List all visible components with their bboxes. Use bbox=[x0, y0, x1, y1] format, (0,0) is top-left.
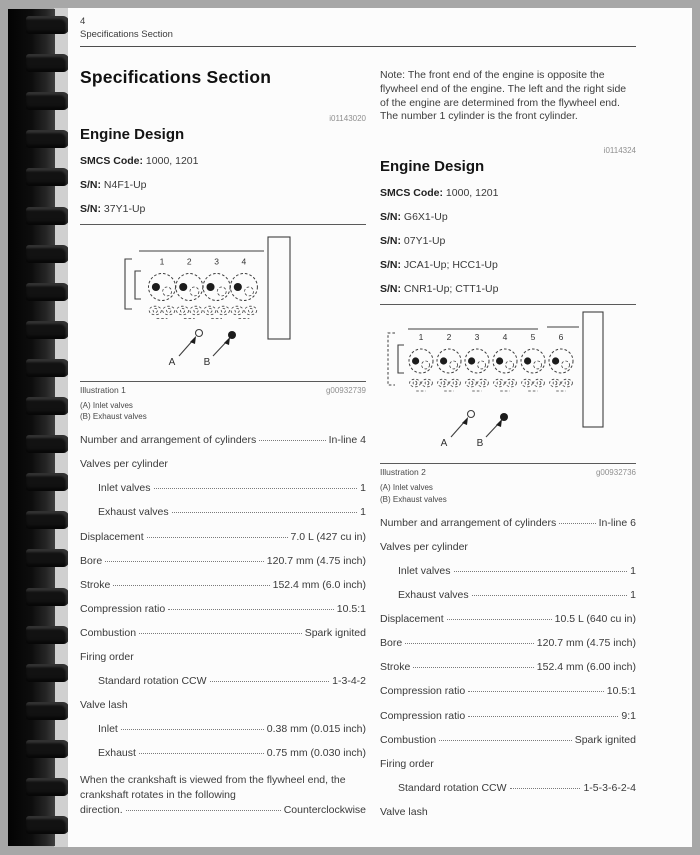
spec-row: Valves per cylinder bbox=[80, 458, 168, 471]
marker-a-label: A bbox=[440, 438, 448, 450]
crankshaft-rotation-row: direction. Counterclockwise bbox=[80, 803, 366, 816]
dot-leader bbox=[121, 729, 264, 730]
cylinder-row bbox=[149, 256, 258, 318]
dot-leader bbox=[154, 488, 358, 489]
inlet-valve-pointer bbox=[169, 329, 203, 368]
illustration-1-legend bbox=[80, 400, 366, 423]
binding-tooth bbox=[26, 511, 69, 529]
dot-leader bbox=[447, 619, 552, 620]
svg-text:4: 4 bbox=[502, 332, 508, 343]
front-end-note: Note: The front end of the engine is opposite the flywheel end of the engine. The left and the right side of the engine are determined from the flywheel end. The number 1 cylinder is the front cylinder. bbox=[380, 68, 627, 123]
binding-tooth bbox=[26, 359, 69, 377]
illustration-2 bbox=[380, 304, 636, 464]
illustration-2-legend bbox=[380, 482, 636, 505]
spec-row: Displacement 7.0 L (427 cu in) bbox=[80, 530, 366, 543]
header-rule bbox=[80, 46, 636, 47]
binding-tooth bbox=[26, 626, 69, 644]
binding-tooth bbox=[26, 54, 69, 72]
dot-leader bbox=[454, 571, 628, 572]
illustration-2-caption: Illustration 2 g00932736 bbox=[380, 467, 636, 478]
dot-leader bbox=[510, 788, 581, 789]
dot-leader bbox=[147, 537, 288, 538]
inlet-valve-pointer bbox=[441, 411, 475, 450]
doc-code-left: i01143020 bbox=[329, 113, 366, 123]
legend-line: (A) Inlet valves bbox=[380, 483, 433, 493]
legend-line: (A) Inlet valves bbox=[80, 400, 133, 410]
spec-row: Firing order bbox=[80, 650, 134, 663]
svg-text:3: 3 bbox=[474, 332, 480, 343]
left-column bbox=[80, 61, 366, 819]
binding-tooth bbox=[26, 816, 69, 834]
page-number: 4 bbox=[80, 16, 86, 27]
dot-leader bbox=[468, 716, 618, 717]
exhaust-valve-pointer bbox=[204, 331, 236, 368]
spec-row: Number and arrangement of cylinders In-line 6 bbox=[380, 517, 636, 530]
smcs-code-left: SMCS Code: 1000, 1201 bbox=[80, 154, 199, 167]
svg-text:1: 1 bbox=[418, 332, 424, 343]
left-bracket-inner bbox=[398, 345, 404, 373]
dot-leader bbox=[259, 440, 325, 441]
spec-row: Stroke 152.4 mm (6.00 inch) bbox=[380, 661, 636, 674]
smcs-code-right: SMCS Code: 1000, 1201 bbox=[380, 187, 499, 200]
binding-tooth bbox=[26, 778, 69, 796]
engine-design-heading-left: Engine Design bbox=[80, 125, 185, 143]
running-section-title: Specifications Section bbox=[80, 28, 173, 40]
spec-row: Bore 120.7 mm (4.75 inch) bbox=[80, 554, 366, 567]
dot-leader bbox=[168, 609, 334, 610]
serial-number-row: S/N: N4F1-Up bbox=[80, 178, 147, 191]
spec-row: Standard rotation CCW 1-5-3-6-2-4 bbox=[398, 781, 636, 794]
doc-code-right: i0114324 bbox=[603, 146, 636, 156]
spec-row: Displacement 10.5 L (640 cu in) bbox=[380, 613, 636, 626]
right-column bbox=[380, 61, 636, 819]
svg-text:6: 6 bbox=[558, 332, 564, 343]
svg-text:2: 2 bbox=[186, 256, 192, 267]
section-title: Specifications Section bbox=[80, 66, 272, 87]
serial-number-row: S/N: 07Y1-Up bbox=[380, 235, 446, 248]
dot-leader bbox=[210, 681, 330, 682]
binding-tooth bbox=[26, 321, 69, 339]
spec-row: Valve lash bbox=[80, 698, 128, 711]
binding-tooth bbox=[26, 283, 69, 301]
binding-tooth bbox=[26, 168, 69, 186]
svg-text:3: 3 bbox=[214, 256, 219, 267]
engine-design-heading-right: Engine Design bbox=[380, 158, 485, 176]
serial-number-row: S/N: 37Y1-Up bbox=[80, 202, 146, 215]
binding-tooth bbox=[26, 740, 69, 758]
spec-row: Exhaust valves 1 bbox=[398, 589, 636, 602]
binding-tooth bbox=[26, 549, 69, 567]
left-bracket-outer bbox=[388, 333, 395, 385]
spec-row: Valves per cylinder bbox=[380, 541, 468, 554]
marker-b-label: B bbox=[203, 356, 211, 368]
dot-leader bbox=[413, 667, 533, 668]
engine-cylinder-diagram-4 bbox=[80, 229, 366, 379]
spec-row: Bore 120.7 mm (4.75 inch) bbox=[380, 637, 636, 650]
spec-row: Inlet 0.38 mm (0.015 inch) bbox=[98, 722, 366, 735]
spec-row: Compression ratio 10.5:1 bbox=[380, 685, 636, 698]
serial-number-list-left bbox=[80, 179, 366, 215]
spec-row: Number and arrangement of cylinders In-line 4 bbox=[80, 434, 366, 447]
binding-tooth bbox=[26, 435, 69, 453]
dot-leader bbox=[468, 691, 604, 692]
dot-leader bbox=[139, 753, 264, 754]
illustration-2-gcode: g00932736 bbox=[595, 468, 636, 478]
legend-line: (B) Exhaust valves bbox=[80, 412, 147, 422]
flywheel-housing-outline bbox=[583, 312, 603, 427]
left-bracket-inner bbox=[135, 271, 141, 299]
binding-tooth bbox=[26, 16, 69, 34]
page-header bbox=[80, 16, 692, 42]
crankshaft-rotation-note: When the crankshaft is viewed from the flywheel end, the crankshaft rotates in the following direction. Counterclockwise bbox=[80, 774, 366, 816]
dot-leader bbox=[126, 810, 281, 811]
dot-leader bbox=[559, 523, 595, 524]
serial-number-row: S/N: JCA1-Up; HCC1-Up bbox=[380, 259, 498, 272]
binding-tooth bbox=[26, 92, 69, 110]
spec-row: Firing order bbox=[380, 757, 434, 770]
left-bracket-outer bbox=[125, 259, 132, 309]
dot-leader bbox=[113, 585, 269, 586]
spec-row: Exhaust 0.75 mm (0.030 inch) bbox=[98, 746, 366, 759]
svg-text:2: 2 bbox=[446, 332, 452, 343]
serial-number-row: S/N: G6X1-Up bbox=[380, 211, 448, 224]
two-column-layout bbox=[80, 61, 692, 819]
spec-row: Exhaust valves 1 bbox=[98, 506, 366, 519]
illustration-1 bbox=[80, 224, 366, 382]
svg-text:4: 4 bbox=[241, 256, 247, 267]
spec-row: Combustion Spark ignited bbox=[380, 733, 636, 746]
svg-text:1: 1 bbox=[159, 256, 165, 267]
engine-cylinder-diagram-6 bbox=[380, 309, 636, 461]
binding-tooth bbox=[26, 130, 69, 148]
spec-row: Inlet valves 1 bbox=[98, 482, 366, 495]
spec-row: Inlet valves 1 bbox=[398, 565, 636, 578]
dot-leader bbox=[472, 595, 628, 596]
spec-row: Stroke 152.4 mm (6.0 inch) bbox=[80, 578, 366, 591]
spec-row: Standard rotation CCW 1-3-4-2 bbox=[98, 674, 366, 687]
binding-tooth bbox=[26, 702, 69, 720]
dot-leader bbox=[139, 633, 302, 634]
flywheel-housing-outline bbox=[268, 237, 290, 339]
spec-row: Valve lash bbox=[380, 805, 428, 818]
dot-leader bbox=[105, 561, 264, 562]
spec-list-left bbox=[80, 435, 366, 759]
manual-page bbox=[68, 8, 692, 847]
binding-tooth bbox=[26, 473, 69, 491]
spec-row: Compression ratio 9:1 bbox=[380, 709, 636, 722]
cylinder-row bbox=[409, 332, 573, 391]
spec-list-right bbox=[380, 518, 636, 818]
svg-text:5: 5 bbox=[530, 332, 536, 343]
binding-tooth bbox=[26, 207, 69, 225]
serial-number-row: S/N: CNR1-Up; CTT1-Up bbox=[380, 283, 499, 296]
binding-tooth bbox=[26, 664, 69, 682]
spec-row: Combustion Spark ignited bbox=[80, 626, 366, 639]
marker-b-label: B bbox=[476, 438, 484, 450]
marker-a-label: A bbox=[168, 356, 176, 368]
dot-leader bbox=[439, 740, 572, 741]
exhaust-valve-pointer bbox=[477, 413, 508, 449]
serial-number-list-right bbox=[380, 211, 636, 295]
binding-tooth bbox=[26, 588, 69, 606]
binding-tooth bbox=[26, 397, 69, 415]
binding-tooth bbox=[26, 245, 69, 263]
illustration-1-caption: Illustration 1 g00932739 bbox=[80, 384, 366, 395]
spec-row: Compression ratio 10.5:1 bbox=[80, 602, 366, 615]
illustration-1-gcode: g00932739 bbox=[325, 385, 366, 395]
dot-leader bbox=[405, 643, 534, 644]
legend-line: (B) Exhaust valves bbox=[380, 495, 447, 505]
dot-leader bbox=[172, 512, 358, 513]
